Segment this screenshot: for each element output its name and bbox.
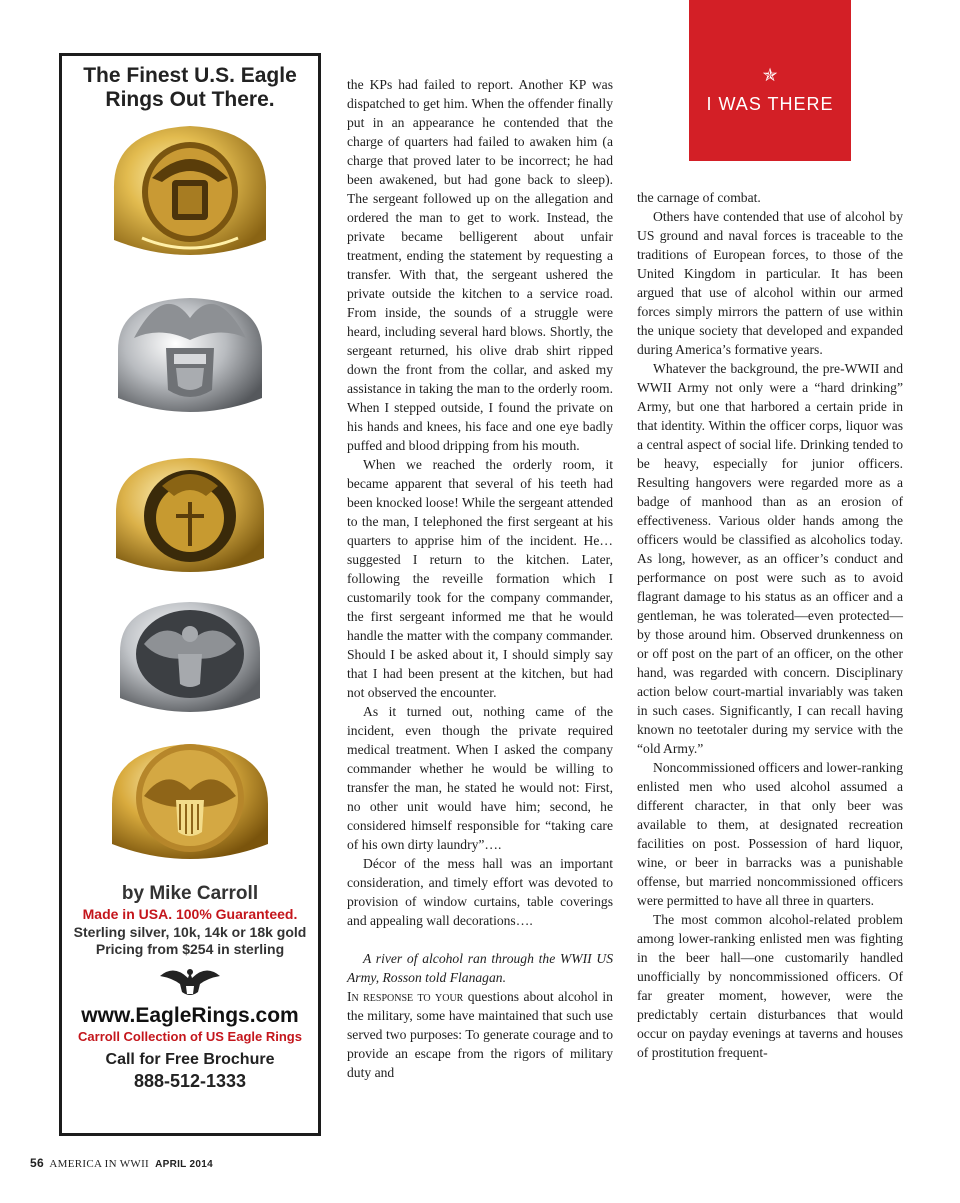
- ad-made-in-usa: Made in USA. 100% Guaranteed.: [82, 906, 298, 922]
- ad-headline: The Finest U.S. Eagle Rings Out There.: [83, 64, 297, 111]
- section-title: I WAS THERE: [706, 94, 834, 114]
- star-icon: ✯: [762, 65, 778, 85]
- article-paragraph: the KPs had failed to report. Another KP was dispatched to get him. When the offender finally put in an appearance he contended that the charge of quarters had failed to awaken him (a charge that proved later to be incorrect; he had been awakened, but had gone back to sleep). The sergeant followed up on the allegation and ordered the man to get to work. Instead, the private became belligerent about unfair treatment, ending the statement by requesting a transfer. With that, the sergeant ushered the private outside the kitchen to a service road. From inside, the sounds of a struggle were heard, including several hard blows. Shortly, the sergeant returned, his olive drab shirt ripped down the front from the collar, and asked my assistance in taking the man to the orderly room. When I stepped outside, I found the private on his hands and knees, his face and one eye badly puffed and blood dripping from his mouth.: [347, 77, 613, 453]
- section-banner: [689, 0, 851, 161]
- silver-navy-ring-image: [104, 278, 276, 428]
- ad-phone-number: 888-512-1333: [133, 1071, 247, 1091]
- gold-eagle-ring-image: [102, 120, 278, 270]
- eagle-logo-icon: [158, 962, 222, 1002]
- ring-images: [62, 118, 318, 881]
- article-column-2: [637, 188, 903, 1062]
- gold-marine-ring-image: [106, 436, 274, 586]
- magazine-name: AMERICA IN WWII: [49, 1158, 150, 1170]
- page-number: 56: [30, 1156, 44, 1170]
- article-paragraph: [347, 987, 613, 1082]
- ad-call-to-action: Call for Free Brochure: [105, 1051, 275, 1068]
- ad-pricing: Pricing from $254 in sterling: [95, 941, 285, 957]
- article-paragraph: As it turned out, nothing came of the incident, even though the private required medical treatment. When I asked the company commander whether he would be willing to transfer the man, he stated he would not: First, no other unit would have him; second, he considered himself responsible for “taking care of his own dirty laundry”….: [347, 704, 613, 852]
- ad-website-link[interactable]: www.EagleRings.com: [81, 1004, 299, 1027]
- article-paragraph: Décor of the mess hall was an important consideration, and timely effort was devoted to provision of window curtains, table coverings and appealing wall decorations….: [347, 856, 613, 928]
- lead-in-smallcaps: In response to your: [347, 989, 464, 1004]
- ad-materials: Sterling silver, 10k, 14k or 18k gold: [73, 924, 307, 940]
- article-paragraph: The most common alcohol-related problem among lower-ranking enlisted men was fighting in the beer hall—one customarily handled unofficially by noncommissioned officers. Of far greater moment, however, were the predictably certain disturbances that would occur on payday evenings at taverns and houses of prostitution frequent-: [637, 912, 903, 1060]
- article-paragraph: Whatever the background, the pre-WWII and WWII Army not only were a “hard drinking” Army, but one that harbored a certain pride in that identity. Within the officer corps, liquor was a central aspect of social life. Drinking tended to be heavy, especially for junior officers. Resulting hangovers were regarded more as a badge of manhood than as an erosion of effectiveness. Various older hands among the officers would be classified as alcoholics today. As long, however, as an officer’s conduct and performance on post were such as to avoid flagrant damage to his status as an officer and a gentleman, he was tolerated—even protected—by those around him. Observed drunkenness on or off post on the part of an officer, on the other hand, was regarded with concern. Disciplinary action below court-martial invariably was taken in such cases. Significantly, I can recall having known no teetotaler during my service with the “old Army.”: [637, 361, 903, 756]
- article-paragraph: Noncommissioned officers and lower-ranking enlisted men who used alcohol assumed a different character, in that only beer was available to them, at designated recreation facilities on post. Possession of hard liquor, wine, or beer in barracks was a punishable offense, but married noncommissioned officers were permitted to have all three in quarters.: [637, 760, 903, 908]
- article-column-1: [347, 75, 613, 1082]
- gold-seal-ring-image: [100, 730, 280, 876]
- lead-in-text: questions about alcohol in the military, some have maintained that such use served two purposes: To generate courage and to provide an escape from the rigors of military duty and: [347, 989, 613, 1080]
- article-paragraph: the carnage of combat.: [637, 190, 761, 205]
- page-footer: [30, 1156, 213, 1170]
- article-pullquote: A river of alcohol ran through the WWII US Army, Rosson told Flanagan.: [347, 951, 613, 985]
- eagle-rings-advertisement: [59, 53, 321, 1136]
- article-paragraph: When we reached the orderly room, it became apparent that several of his teeth had been knocked loose! While the sergeant attended to the man, I telephoned the first sergeant at his quarters to apprise him of the incident. He…suggested I return to the kitchen. Later, following the reveille formation which I customarily took for the company commander, the first sergeant informed me that he would handle the matter with the company commander. Should I be asked about it, I should simply say that I had been present at the kitchen, but had not observed the encounter.: [347, 457, 613, 700]
- issue-date: APRIL 2014: [155, 1159, 213, 1170]
- ad-byline: by Mike Carroll: [121, 883, 259, 904]
- article-paragraph: Others have contended that use of alcohol by US ground and naval forces is traceable to the traditions of European forces, to those of the United Kingdom in particular. It has been argued that use of alcohol within our armed forces simply mirrors the pattern of use within the unique society that developed and expanded during America’s formative years.: [637, 209, 903, 357]
- silver-army-ring-image: [110, 588, 270, 728]
- ad-collection-name: Carroll Collection of US Eagle Rings: [78, 1029, 302, 1044]
